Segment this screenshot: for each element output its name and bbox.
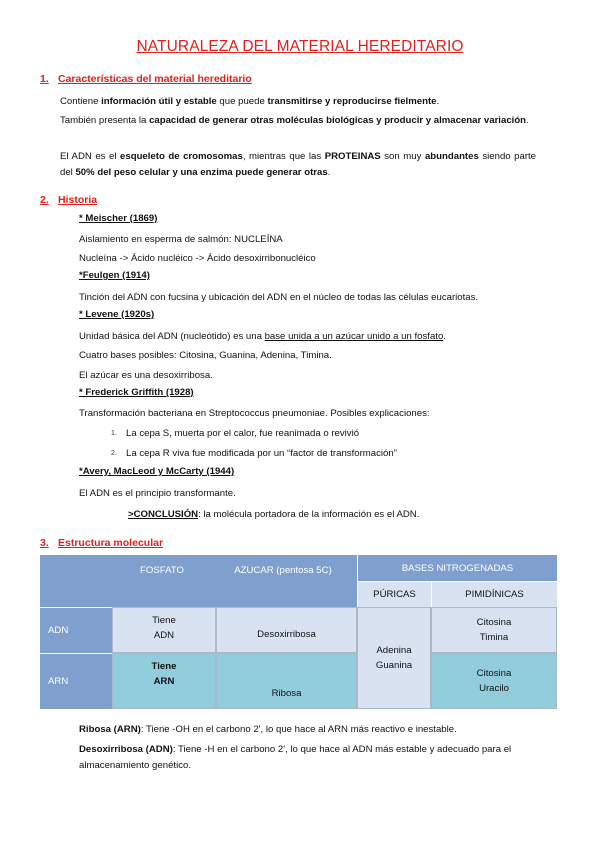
text-run: que puede [216, 96, 268, 107]
levene-line-3: El azúcar es una desoxirribosa. [79, 370, 213, 381]
puricas-cell [357, 607, 431, 709]
header-puricas: PÚRICAS [357, 581, 431, 607]
text-bold: capacidad de generar otras moléculas biológicas y producir y almacenar variación [149, 115, 527, 126]
cell-text: ARN [153, 676, 175, 687]
list-item: La cepa R viva fue modificada por un “factor de transformación” [126, 448, 397, 459]
miescher-line-2: Nucleína -> Ácido nucléico -> Ácido desoxirribonucléico [79, 253, 316, 264]
conclusion-text: : la molécula portadora de la información es el ADN. [198, 509, 420, 520]
section-2-number: 2. [40, 194, 49, 206]
levene-title: * Levene (1920s) [79, 309, 155, 320]
header-bases: BASES NITROGENADAS [357, 555, 557, 581]
cell-text: Tiene [151, 661, 177, 672]
list-item-number: 1. [111, 430, 117, 437]
cell-text: Guanina [375, 660, 413, 671]
levene-line-2: Cuatro bases posibles: Citosina, Guanina, Adenina, Timina. [79, 350, 332, 361]
adn-fosfato-cell [112, 607, 216, 653]
griffith-title: * Frederick Griffith (1928) [79, 387, 194, 398]
arn-pirimidinicas-cell [431, 653, 557, 709]
row-label-adn: ADN [40, 607, 112, 653]
text-bold: 50% del peso celular y una enzima puede generar otras [75, 167, 328, 178]
text-run: . [436, 96, 440, 107]
header-fosfato: FOSFATO [140, 564, 184, 576]
text-run: El ADN es el [60, 151, 121, 162]
structure-table [40, 555, 557, 709]
header-azucar: AZUCAR (pentosa 5C) [234, 564, 332, 576]
section-3-heading [40, 537, 163, 549]
list-item-number: 2. [111, 450, 117, 457]
section-1-heading [40, 73, 252, 85]
text-bold: Desoxirribosa (ADN) [79, 744, 173, 755]
section-1-number: 1. [40, 73, 49, 85]
text-run: Contiene [60, 96, 102, 107]
paragraph-adn [60, 149, 536, 181]
desoxirribosa-note [79, 742, 541, 774]
text-run: . [526, 115, 529, 126]
row-label-arn: ARN [40, 653, 112, 709]
cell-text: Uracilo [479, 683, 509, 694]
adn-azucar-cell: Desoxirribosa [216, 607, 357, 653]
cell-text: Tiene [152, 615, 176, 626]
text-run: . [443, 331, 446, 342]
avery-title: *Avery, MacLeod y McCarty (1944) [79, 466, 235, 477]
text-underlined: base unida a un azúcar unido a un fosfato [264, 331, 444, 342]
arn-azucar-cell: Ribosa [216, 653, 357, 709]
feulgen-title: *Feulgen (1914) [79, 270, 150, 281]
paragraph-tambien [60, 113, 536, 129]
text-run: Unidad básica del ADN (nucleótido) es una [79, 331, 265, 342]
cell-text: Citosina [476, 617, 512, 628]
paragraph-contiene [60, 94, 540, 110]
section-3-title: Estructura molecular [58, 537, 164, 549]
list-item: La cepa S, muerta por el calor, fue reanimada o revivió [126, 428, 360, 439]
griffith-line-1: Transformación bacteriana en Streptococcus pneumoniae. Posibles explicaciones: [79, 408, 430, 419]
avery-line-1: El ADN es el principio transformante. [79, 488, 236, 499]
text-bold: abundantes [424, 151, 479, 162]
feulgen-line-1: Tinción del ADN con fucsina y ubicación del ADN en el núcleo de todas las células eucariotas. [79, 292, 479, 303]
text-run: También presenta la [60, 115, 150, 126]
text-run: siendo parte del [60, 151, 537, 178]
text-bold: esqueleto de cromosomas [120, 151, 243, 162]
cell-text: Citosina [476, 668, 512, 679]
text-run: : Tiene -H en el carbono 2', lo que hace al ADN más estable y adecuado para el almacenamiento genético. [79, 744, 512, 771]
adn-pirimidinicas-cell [431, 607, 557, 653]
section-3-number: 3. [40, 537, 49, 549]
text-bold: información útil y estable [101, 96, 217, 107]
cell-text: Timina [479, 632, 509, 643]
text-bold: transmitirse y reproducirse fielmente [267, 96, 437, 107]
text-bold: PROTEINAS [324, 151, 381, 162]
ribosa-note [79, 722, 549, 738]
text-run: : Tiene -OH en el carbono 2', lo que hace al ARN más reactivo e inestable. [140, 724, 457, 735]
miescher-line-1: Aislamiento en esperma de salmón: NUCLEÍNA [79, 234, 283, 245]
section-2-heading [40, 194, 97, 206]
header-pirimidinicas: PIMIDÍNICAS [431, 581, 557, 607]
text-run: , mientras que las [242, 151, 325, 162]
text-run: . [327, 167, 331, 178]
cell-text: ADN [153, 630, 175, 641]
section-2-title: Historia [58, 194, 98, 206]
conclusion-line [128, 507, 419, 523]
conclusion-label: >CONCLUSIÓN [128, 509, 199, 520]
document-title: NATURALEZA DEL MATERIAL HEREDITARIO [136, 38, 464, 55]
text-run: son muy [380, 151, 425, 162]
text-bold: Ribosa (ARN) [79, 724, 141, 735]
cell-text: Adenina [376, 645, 412, 656]
section-1-title: Características del material hereditario [58, 73, 252, 85]
arn-fosfato-cell [112, 653, 216, 709]
miescher-title: * Meischer (1869) [79, 213, 158, 224]
levene-line-1 [79, 329, 446, 345]
